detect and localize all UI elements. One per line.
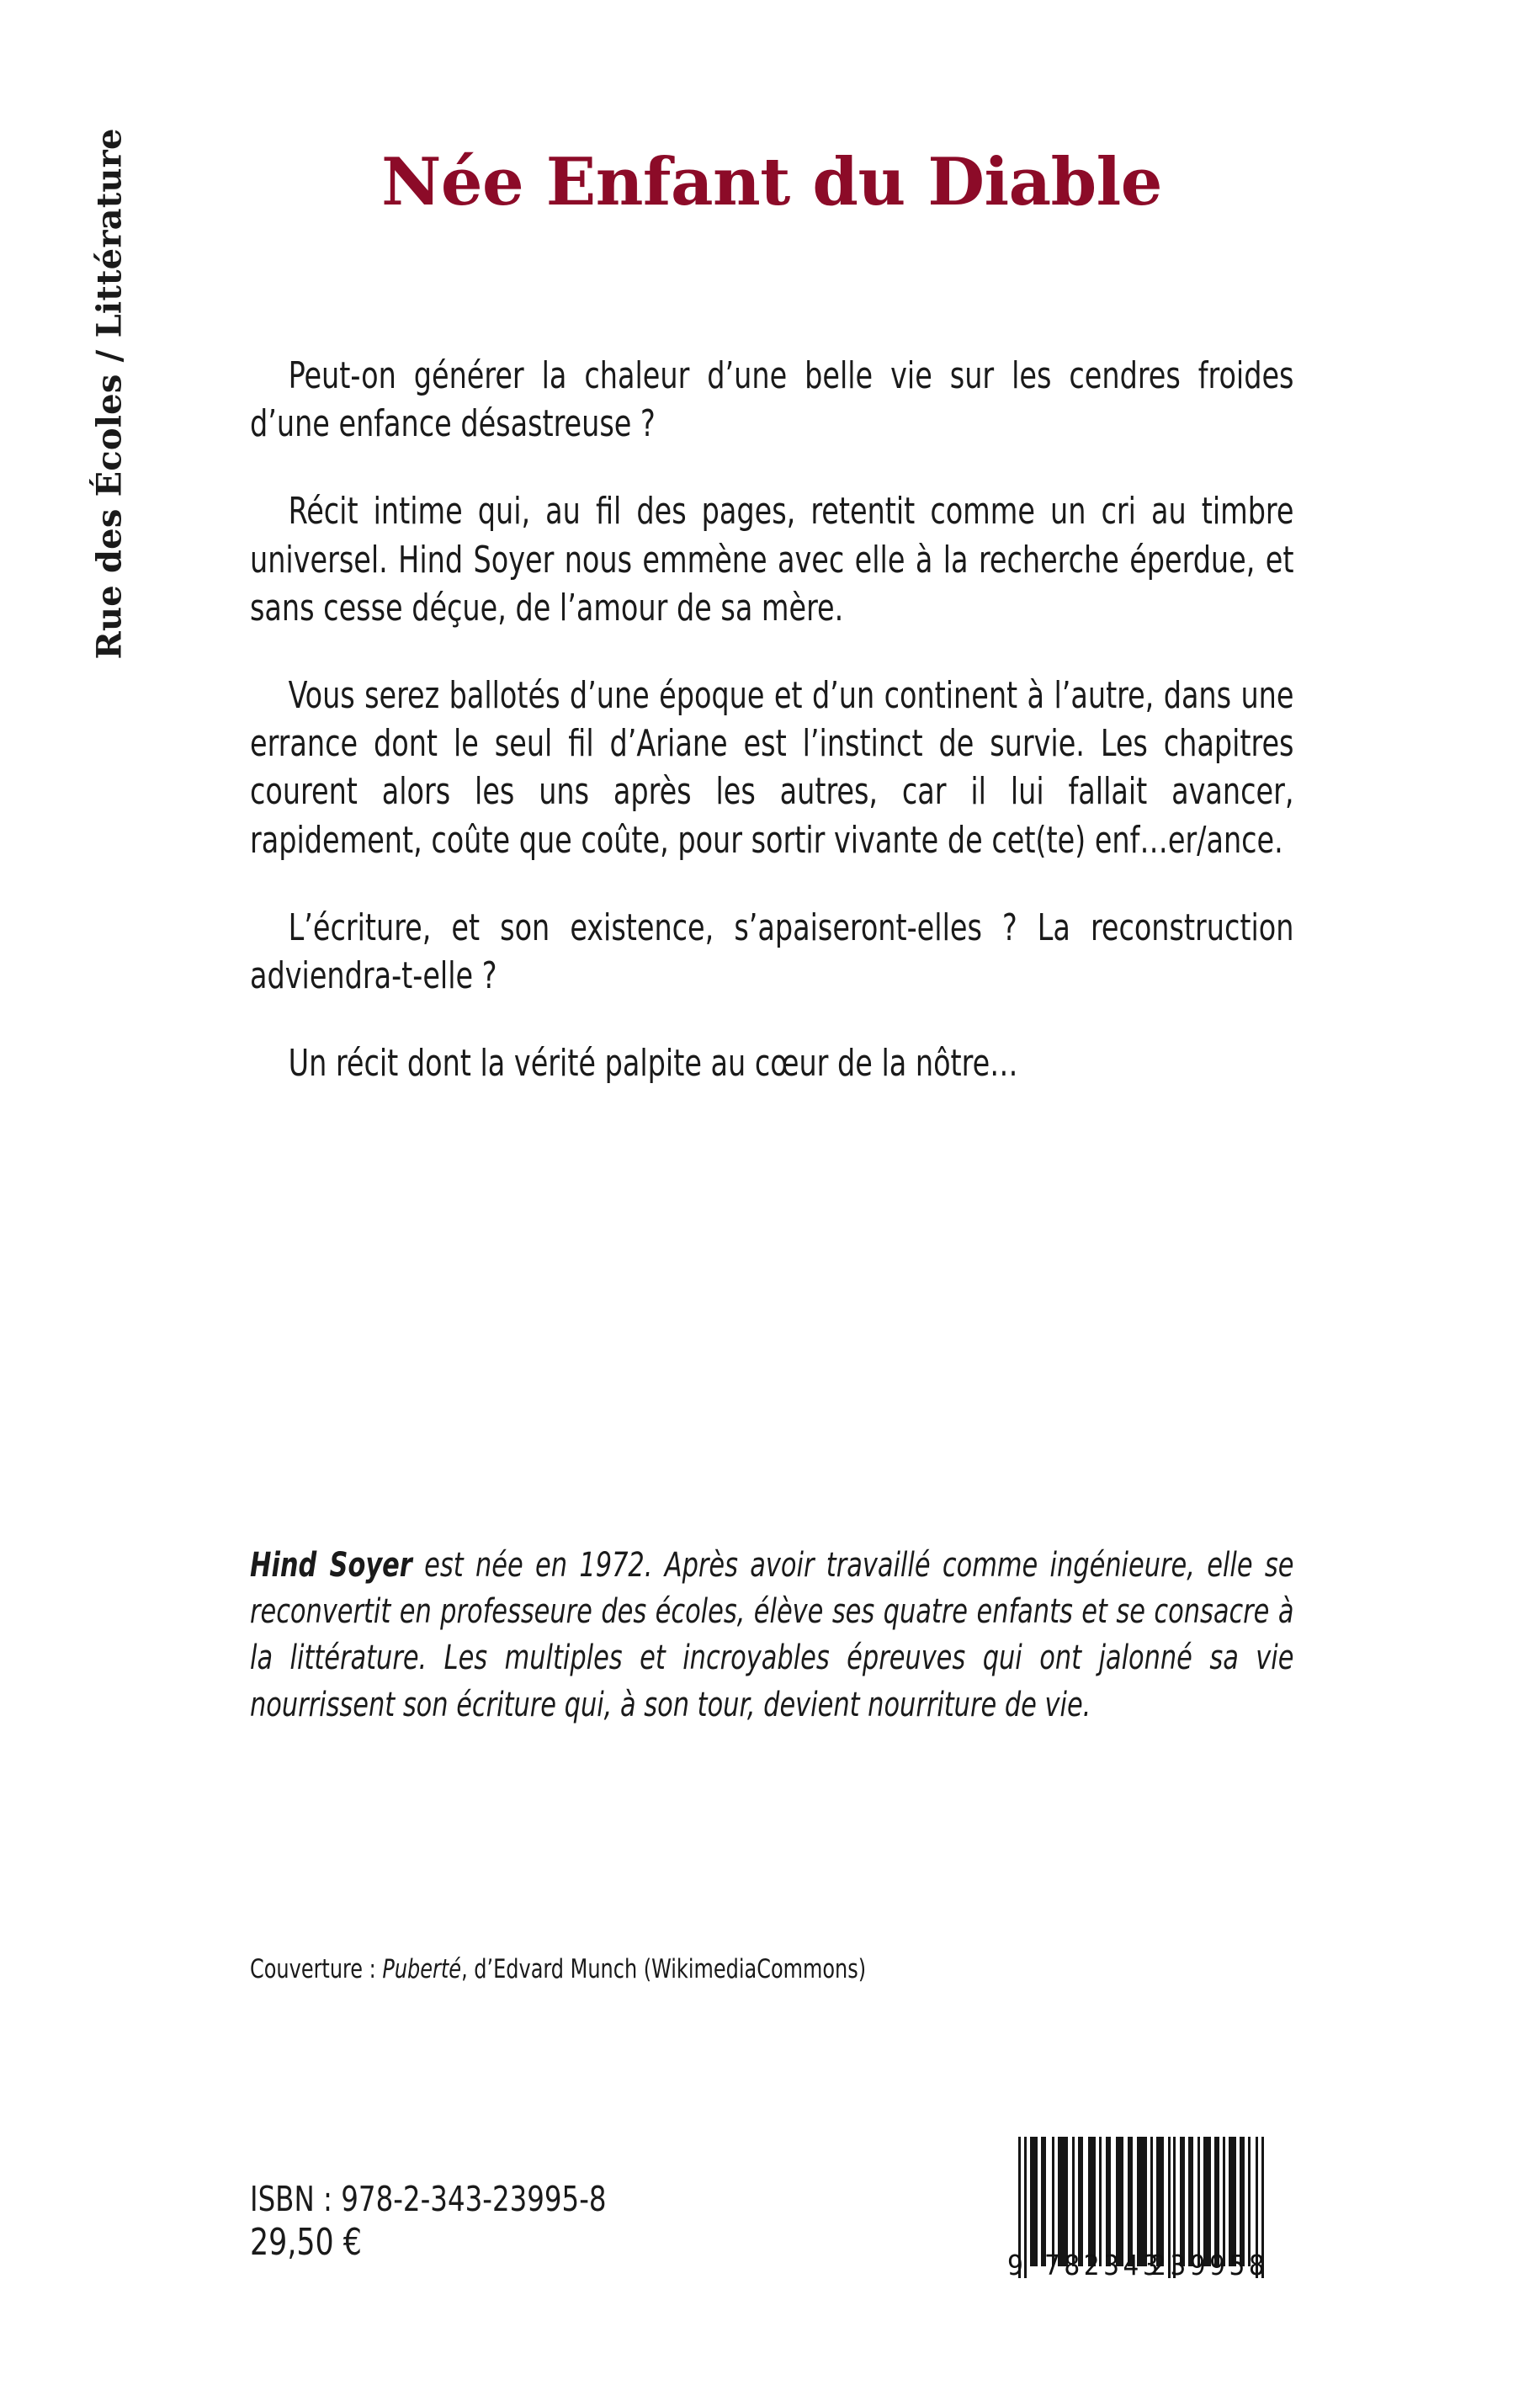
spine-collection-area bbox=[0, 0, 168, 757]
barcode-lead-digit: 9 bbox=[1007, 2249, 1024, 2281]
isbn-price-block bbox=[250, 2178, 768, 2265]
cover-artwork-title: Puberté bbox=[382, 1954, 462, 1984]
blurb-paragraph: Un récit dont la vérité palpite au cœur de la nôtre… bbox=[288, 1042, 1018, 1086]
author-bio-text: est née en 1972. Après avoir travaillé comme ingénieure, elle se reconvertit en professeure des écoles, élève ses quatre enfants et se consacre à la littérature. Les multiples et incroyables épreuves qui ont jalonné sa vie nourrissent son écriture qui, à son tour, devient nourriture de vie. bbox=[250, 1546, 1294, 1724]
blurb-paragraph: Vous serez ballotés d’une époque et d’un continent à l’autre, dans une errance dont le seul fil d’Ariane est l’instinct de survie. Les chapitres courent alors les uns après les autres, car il lui fallait avancer, rapidement, coûte que coûte, pour sortir vivante de cet(te) enf…er/ance. bbox=[250, 673, 1294, 862]
page-title: Née Enfant du Diable bbox=[381, 144, 1162, 220]
content-column bbox=[250, 0, 1293, 2385]
cover-credit bbox=[250, 1952, 1147, 1986]
blurb-paragraph: Récit intime qui, au fil des pages, retentit comme un cri au timbre universel. Hind Soyer nous emmène avec elle à la recherche éperdue, et sans cesse déçue, de l’amour de sa mère. bbox=[250, 490, 1294, 629]
cover-credit-suffix: , d’Edvard Munch (WikimediaCommons) bbox=[461, 1954, 867, 1984]
barcode-left-group: 782343 bbox=[1044, 2249, 1163, 2281]
author-name: Hind Soyer bbox=[250, 1546, 412, 1585]
barcode-right-group: 239958 bbox=[1150, 2249, 1269, 2281]
blurb-paragraph: Peut-on générer la chaleur d’une belle vie sur les cendres froides d’une enfance désastreuse ? bbox=[250, 354, 1294, 446]
blurb-paragraph: L’écriture, et son existence, s’apaiseront-elles ? La reconstruction adviendra-t-elle ? bbox=[250, 906, 1294, 997]
author-bio-paragraph bbox=[250, 1543, 1293, 1729]
price-value: 29,50 € bbox=[250, 2221, 362, 2265]
isbn-value: ISBN : 978-2-343-23995-8 bbox=[250, 2179, 607, 2219]
author-bio-section bbox=[250, 1543, 1293, 1729]
barcode-human-readable-digits bbox=[1005, 2249, 1274, 2286]
collection-label: Rue des Écoles / Littérature bbox=[89, 128, 130, 660]
cover-credit-prefix: Couverture : bbox=[250, 1954, 383, 1984]
blurb-section bbox=[250, 352, 1293, 1087]
